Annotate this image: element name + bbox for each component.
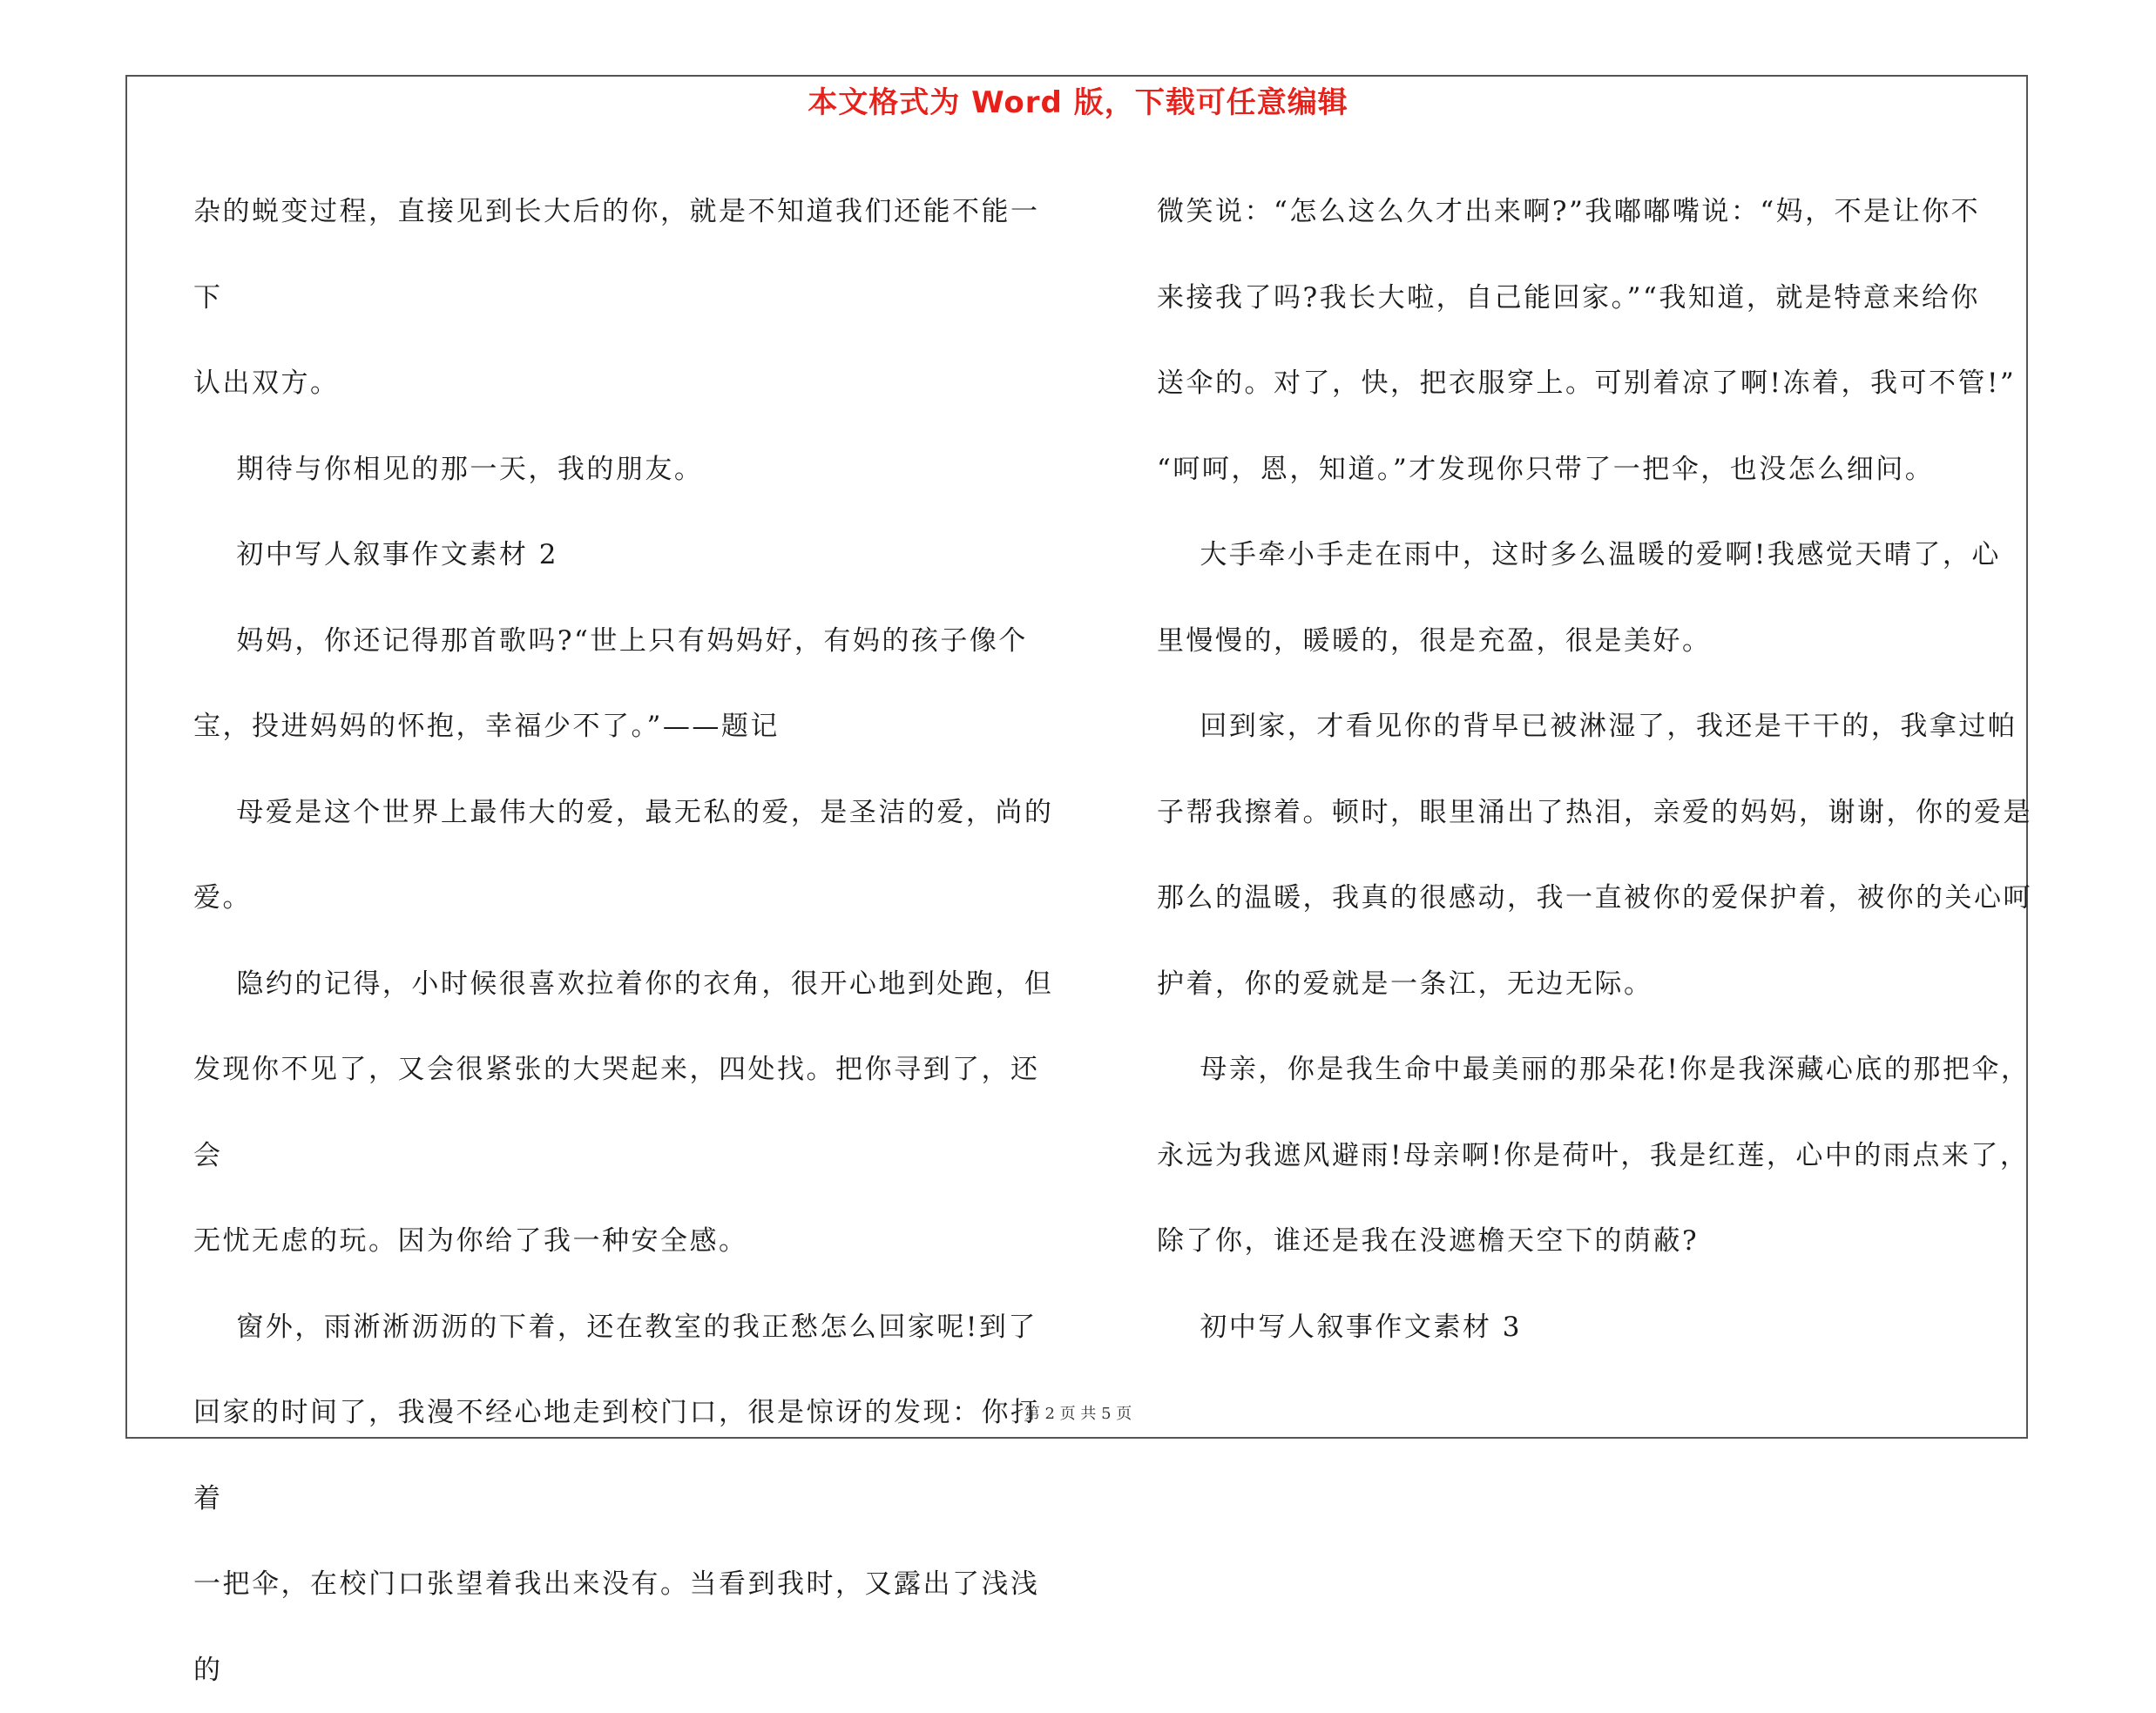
text-line: 护着，你的爱就是一条江，无边无际。 — [1157, 968, 1653, 1000]
text-line: 隐约的记得，小时候很喜欢拉着你的衣角，很开心地到处跑，但 — [193, 968, 1054, 1000]
section-heading: 初中写人叙事作文素材 3 — [1157, 1311, 1522, 1343]
text-line: 妈妈，你还记得那首歌吗?“世上只有妈妈好，有妈的孩子像个 — [193, 624, 1028, 657]
text-line: 宝，投进妈妈的怀抱，幸福少不了。”——题记 — [193, 711, 780, 742]
text-line: “呵呵，恩，知道。”才发现你只带了一把伞，也没怎么细问。 — [1157, 453, 1935, 485]
text-line: 一把伞，在校门口张望着我出来没有。当看到我时，又露出了浅浅的 — [193, 1568, 1040, 1686]
section-heading: 初中写人叙事作文素材 2 — [193, 539, 558, 570]
text-line: 来接我了吗?我长大啦，自己能回家。”“我知道，就是特意来给你 — [1157, 281, 1980, 314]
text-line: 发现你不见了，又会很紧张的大哭起来，四处找。把你寻到了，还会 — [193, 1054, 1040, 1171]
text-line: 母亲，你是我生命中最美丽的那朵花!你是我深藏心底的那把伞， — [1157, 1054, 2031, 1085]
text-line: 里慢慢的，暖暖的，很是充盈，很是美好。 — [1157, 624, 1712, 657]
right-text-column — [1157, 169, 2038, 1370]
text-line: 那么的温暖，我真的很感动，我一直被你的爱保护着，被你的关心呵 — [1157, 882, 2032, 914]
text-line: 母爱是这个世界上最伟大的爱，最无私的爱，是圣洁的爱，尚的 — [193, 796, 1054, 828]
text-line: 认出双方。 — [193, 368, 340, 399]
text-line: 窗外，雨淅淅沥沥的下着，还在教室的我正愁怎么回家呢!到了 — [193, 1311, 1037, 1343]
text-line: 送伞的。对了，快，把衣服穿上。可别着凉了啊!冻着，我可不管!” — [1157, 368, 2017, 399]
text-line: 回家的时间了，我漫不经心地走到校门口，很是惊讶的发现：你打着 — [193, 1397, 1040, 1514]
page-number-footer: 第 2 页 共 5 页 — [1024, 1405, 1132, 1423]
text-line: 爱。 — [193, 882, 252, 914]
text-line: 子帮我擦着。顿时，眼里涌出了热泪，亲爱的妈妈，谢谢，你的爱是 — [1157, 796, 2032, 828]
text-line: 大手牵小手走在雨中，这时多么温暖的爱啊!我感觉天晴了，心 — [1157, 539, 2001, 570]
text-line: 无忧无虑的玩。因为你给了我一种安全感。 — [193, 1225, 748, 1257]
text-line: 永远为我遮风避雨!母亲啊!你是荷叶，我是红莲，心中的雨点来了， — [1157, 1139, 2030, 1171]
text-line: 期待与你相见的那一天，我的朋友。 — [193, 453, 704, 485]
left-text-column — [193, 169, 1064, 1713]
text-line: 除了你，谁还是我在没遮檐天空下的荫蔽? — [1157, 1225, 1700, 1257]
text-line: 微笑说：“怎么这么久才出来啊?”我嘟嘟嘴说：“妈，不是让你不 — [1157, 196, 1981, 227]
text-line: 杂的蜕变过程，直接见到长大后的你，就是不知道我们还能不能一下 — [193, 196, 1040, 314]
format-banner: 本文格式为 Word 版，下载可任意编辑 — [808, 85, 1348, 120]
text-line: 回到家，才看见你的背早已被淋湿了，我还是干干的，我拿过帕 — [1157, 711, 2017, 742]
